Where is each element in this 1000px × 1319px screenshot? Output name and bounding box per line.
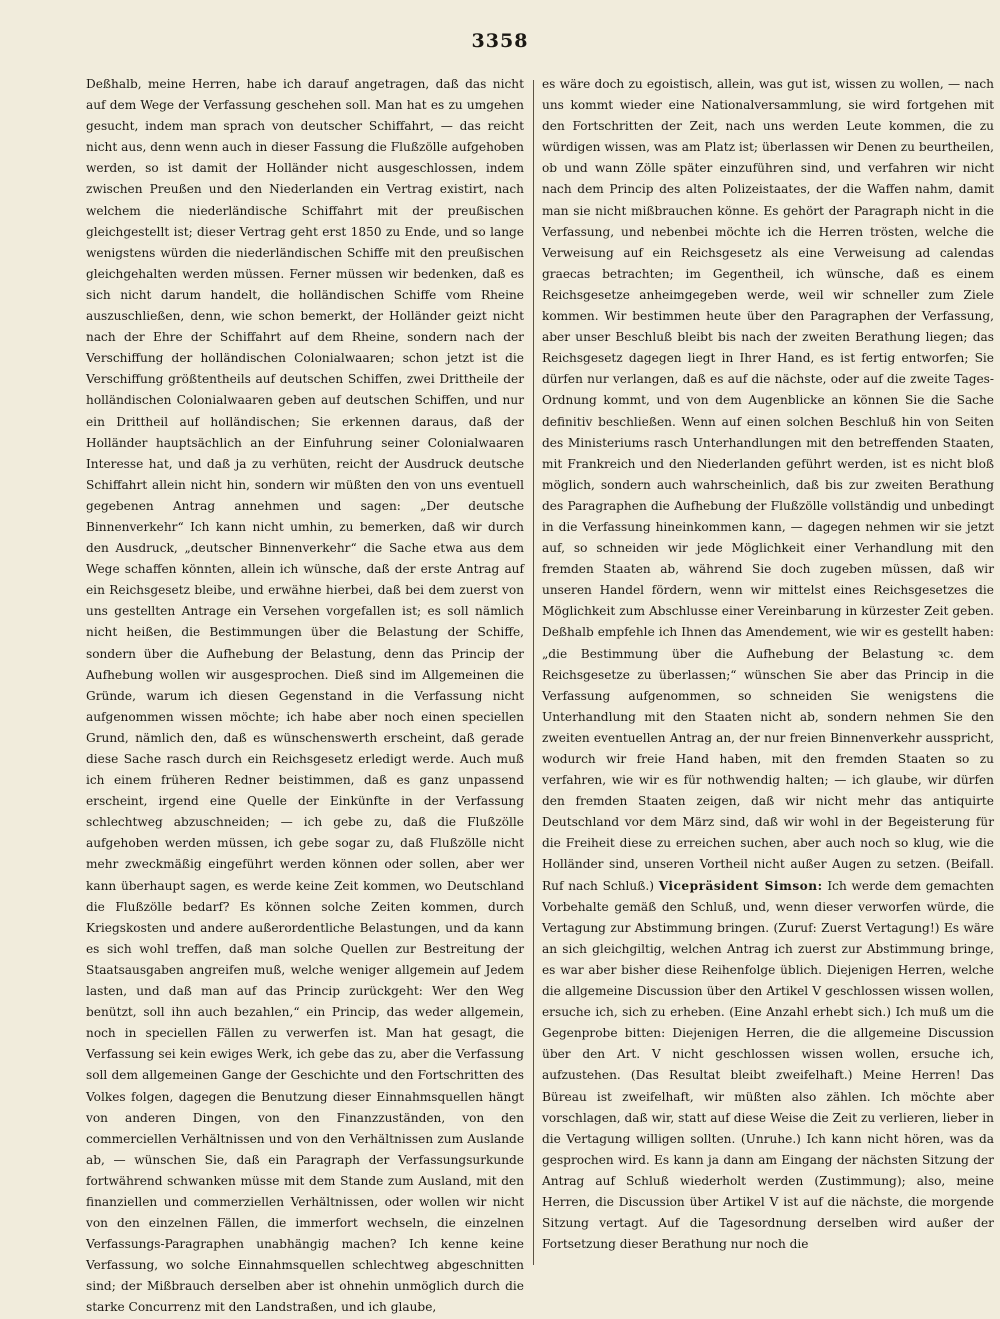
page-number: 3358 xyxy=(471,30,529,52)
right-column-text-after-speaker: Ich werde dem gemachten Vorbehalte gemäß den Schluß, und, wenn dieser verworfen würde, die Vertagung zur Abstimmung bringen. (Zuruf: Zuerst Vertagung!) Es wäre an sich gleichgiltig, welchen Antrag ich zuerst zur Abstimmung bringe, es war aber bisher diese Reihenfolge üblich. Diejenigen Herren, welche die allgemeine Discussion über den Artikel V geschlossen wissen wollen, ersuche ich, sich zu erheben. (Eine Anzahl erhebt sich.) Ich muß um die Gegenprobe bitten: Diejenigen Herren, die die allgemeine Discussion über den Art. V nicht geschlossen wissen wollen, ersuche ich, aufzustehen. (Das Resultat bleibt zweifelhaft.) Meine Herren! Das Büreau ist zweifelhaft, wir müßten also zählen. Ich möchte aber vorschlagen, daß wir, statt auf diese Weise die Zeit zu verlieren, lieber in die Vertagung willigen sollten. (Unruhe.) Ich kann nicht hören, was da gesprochen wird. Es kann ja dann am Eingang der nächsten Sitzung der Antrag auf Schluß wiederholt werden (Zustimmung); also, meine Herren, die Discussion über Artikel V ist auf die nächste, die morgende Sitzung vertagt. Auf die Tagesordnung derselben wird außer der Fortsetzung dieser Berathung nur noch die xyxy=(542,878,995,1252)
left-column xyxy=(86,74,524,1315)
right-column xyxy=(542,74,994,1292)
right-column-text xyxy=(542,74,994,1255)
column-divider xyxy=(533,80,534,1265)
right-column-text-before-speaker: es wäre doch zu egoistisch, allein, was gut ist, wissen zu wollen, — nach uns kommt wieder eine Nationalversammlung, sie wird fortgehen mit den Fortschritten der Zeit, nach uns werden Leute kommen, die zu würdigen wissen, was am Platz ist; überlassen wir Denen zu beurtheilen, ob und wann Zölle später einzuführen sind, und verfahren wir nicht nach dem Princip des alten Polizeistaates, der die Waffen nahm, damit man sie nicht mißbrauchen könne. Es gehört der Paragraph nicht in die Verfassung, und nebenbei möchte ich die Herren trösten, welche die Verweisung auf ein Reichsgesetz als eine Verweisung ad calendas graecas betrachten; im Gegentheil, ich wünsche, daß es einem Reichsgesetze anheimgegeben werde, weil wir schneller zum Ziele kommen. Wir bestimmen heute über den Paragraphen der Verfassung, aber unser Beschluß bleibt bis nach der zweiten Berathung liegen; das Reichsgesetz dagegen liegt in Ihrer Hand, es ist fertig entworfen; Sie dürfen nur verlangen, daß es auf die nächste, oder auf die zweite Tages-Ordnung kommt, und von dem Augenblicke an können Sie die Sache definitiv beschließen. Wenn auf einen solchen Beschluß hin von Seiten des Ministeriums rasch Unterhandlungen mit den betreffenden Staaten, mit Frankreich und den Niederlanden geführt werden, ist es nicht bloß möglich, sondern auch wahrscheinlich, daß bis zur zweiten Berathung des Paragraphen die Aufhebung der Flußzölle vollständig und unbedingt in die Verfassung hineinkommen kann, — dagegen nehmen wir sie jetzt auf, so schneiden wir jede Möglichkeit einer Verhandlung mit den fremden Staaten ab, während Sie doch zugeben müssen, daß wir unseren Handel fördern, wenn wir mittelst eines Reichsgesetzes die Möglichkeit zum Abschlusse einer Vereinbarung in kürzester Zeit geben. Deßhalb empfehle ich Ihnen das Amendement, wie wir es gestellt haben: „die Bestimmung über die Aufhebung der Belastung ꝛc. dem Reichsgesetze zu überlassen;“ wünschen Sie aber das Princip in die Verfassung aufgenommen, so schneiden Sie wenigstens die Unterhandlung mit den Staaten nicht ab, sondern nehmen Sie den zweiten eventuellen Antrag an, der nur freien Binnenverkehr ausspricht, wodurch wir freie Hand haben, mit den fremden Staaten so zu verfahren, wie wir es für nothwendig halten; — ich glaube, wir dürfen den fremden Staaten zeigen, daß wir nicht mehr das antiquirte Deutschland vor dem März sind, daß wir wohl in der Begeisterung für die Freiheit diese zu erreichen suchen, aber auch noch so klug, wie die Holländer sind, unseren Vortheil nicht außer Augen zu setzen. (Beifall. Ruf nach Schluß.) xyxy=(542,77,994,893)
speaker-name: Vicepräsident Simson: xyxy=(658,878,823,893)
left-column-text: Deßhalb, meine Herren, habe ich darauf angetragen, daß das nicht auf dem Wege der Verfassung geschehen soll. Man hat es zu umgehen gesucht, indem man sprach von deutscher Schiffahrt, — das reicht nicht aus, denn wenn auch in dieser Fassung die Flußzölle aufgehoben werden, so ist damit der Holländer nicht ausgeschlossen, indem zwischen Preußen und den Niederlanden ein Vertrag existirt, nach welchem die niederländische Schiffahrt mit der preußischen gleichgestellt ist; dieser Vertrag geht erst 1850 zu Ende, und so lange wenigstens würden die niederländischen Schiffe mit den preußischen gleichgehalten werden müssen. Ferner müssen wir bedenken, daß es sich nicht darum handelt, die holländischen Schiffe vom Rheine auszuschließen, denn, wie schon bemerkt, der Holländer geizt nicht nach der Ehre der Schiffahrt auf dem Rheine, sondern nach der Verschiffung der holländischen Colonialwaaren; schon jetzt ist die Verschiffung größtentheils auf deutschen Schiffen, zwei Drittheile der holländischen Colonialwaaren geben auf deutschen Schiffen, und nur ein Drittheil auf holländischen; Sie erkennen daraus, daß der Holländer hauptsächlich an der Einfuhrung seiner Colonialwaaren Interesse hat, und daß ja zu verhüten, reicht der Ausdruck deutsche Schiffahrt allein nicht hin, sondern wir müßten den von uns eventuell gegebenen Antrag annehmen und sagen: „Der deutsche Binnenverkehr“ Ich kann nicht umhin, zu bemerken, daß wir durch den Ausdruck, „deutscher Binnenverkehr“ die Sache etwa aus dem Wege schaffen könnten, allein ich wünsche, daß der erste Antrag auf ein Reichsgesetz bleibe, und erwähne hierbei, daß bei dem zuerst von uns gestellten Antrage ein Versehen vorgefallen ist; es soll nämlich nicht heißen, die Bestimmungen über die Belastung der Schiffe, sondern über die Aufhebung der Belastung, denn das Princip der Aufhebung wollen wir ausgesprochen. Dieß sind im Allgemeinen die Gründe, warum ich diesen Gegenstand in die Verfassung nicht aufgenommen wissen möchte; ich habe aber noch einen speciellen Grund, nämlich den, daß es wünschenswerth erscheint, daß gerade diese Sache rasch durch ein Reichsgesetz erledigt werde. Auch muß ich einem früheren Redner beistimmen, daß es ganz unpassend erscheint, irgend eine Quelle der Einkünfte in der Verfassung schlechtweg abzuschneiden; — ich gebe zu, daß die Flußzölle aufgehoben werden müssen, ich gebe sogar zu, daß Flußzölle nicht mehr zweckmäßig eingeführt werden können oder sollen, aber wer kann überhaupt sagen, es werde keine Zeit kommen, wo Deutschland die Flußzölle bedarf? Es können solche Zeiten kommen, durch Kriegskosten und andere außerordentliche Belastungen, und da kann es sich wohl treffen, daß man solche Quellen zur Bestreitung der Staatsausgaben angreifen muß, welche weniger allgemein auf Jedem lasten, und daß man auf das Princip zurückgeht: Wer den Weg benützt, soll ihn auch bezahlen,“ ein Princip, das weder allgemein, noch in speciellen Fällen zu verwerfen ist. Man hat gesagt, die Verfassung sei kein ewiges Werk, ich gebe das zu, aber die Verfassung soll dem allgemeinen Gange der Geschichte und den Fortschritten des Volkes folgen, dagegen die Benutzung dieser Einnahmsquellen hängt von anderen Dingen, von den Finanzzuständen, von den commerciellen Verhältnissen und von den Verhältnissen zum Auslande ab, — wünschen Sie, daß ein Paragraph der Verfassungsurkunde fortwährend schwanken müsse mit dem Stande zum Ausland, mit den finanziellen und commerziellen Verhältnissen, oder wollen wir nicht von den einzelnen Fällen, die immerfort wechseln, die einzelnen Verfassungs-Paragraphen unabhängig machen? Ich kenne keine Verfassung, wo solche Einnahmsquellen schlechtweg abgeschnitten sind; der Mißbrauch derselben aber ist ohnehin unmöglich durch die starke Concurrenz mit den Landstraßen, und ich glaube, xyxy=(86,77,524,1315)
